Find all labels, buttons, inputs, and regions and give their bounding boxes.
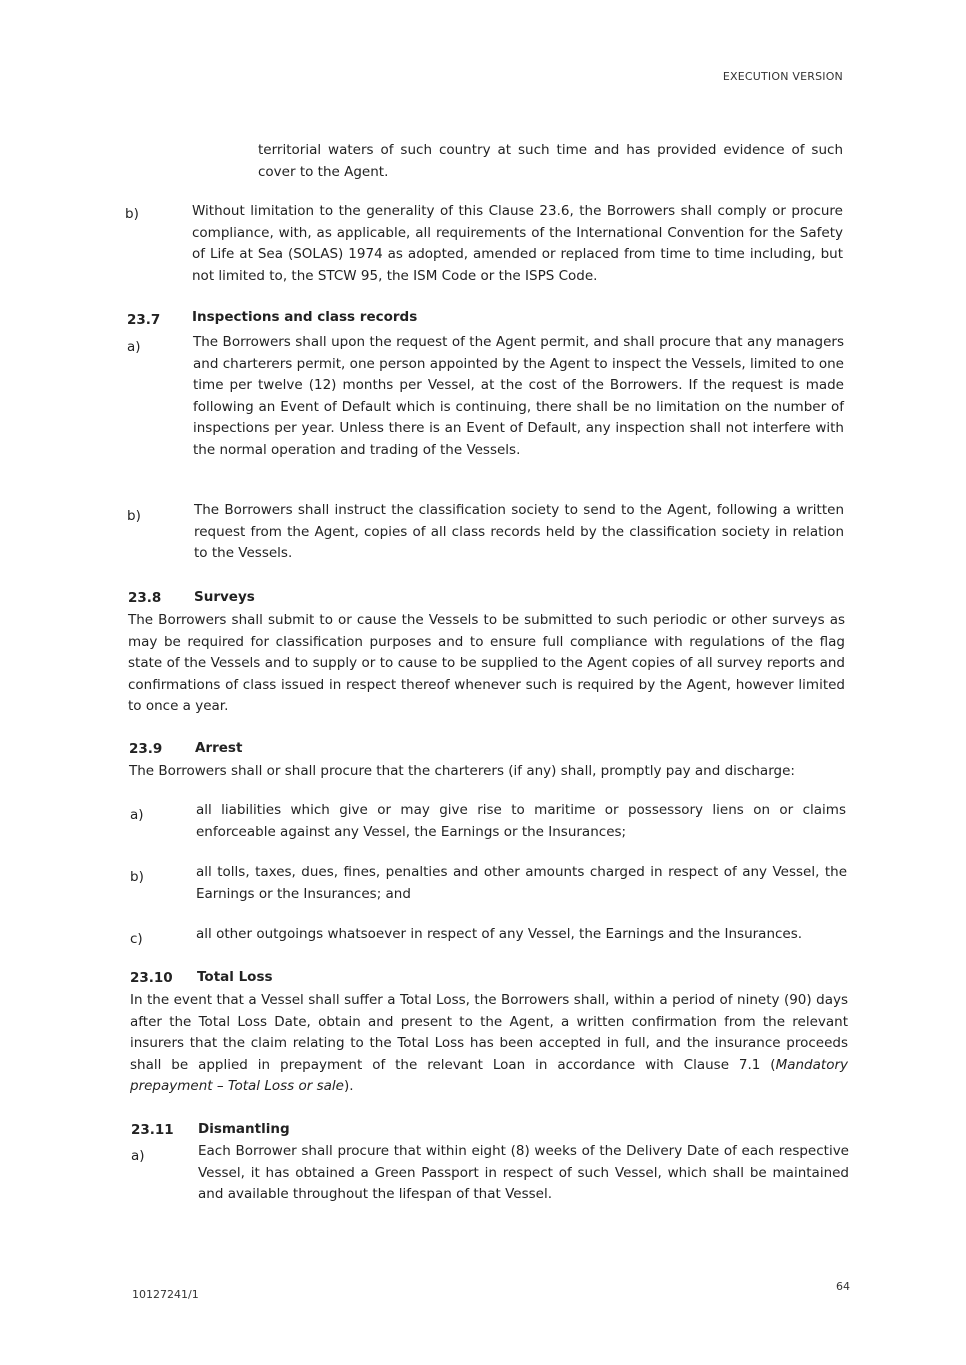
clause-23-11-a-text: Each Borrower shall procure that within eight (8) weeks of the Delivery Date of each respective Vessel, it has obtained a Green Passport in respect of such Vessel, which shall be maintained and available throughout the lifespan of that Vessel. bbox=[198, 1143, 849, 1203]
clause-23-9-b-text: all tolls, taxes, dues, fines, penalties and other amounts charged in respect of any Vessel, the Earnings or the Insurances; and bbox=[196, 864, 847, 902]
clause-23-10-number: 23.10 bbox=[130, 970, 173, 986]
page-number: 64 bbox=[836, 1280, 850, 1293]
clause-23-6-b-marker: b) bbox=[125, 206, 139, 222]
clause-23-9-c-text: all other outgoings whatsoever in respect of any Vessel, the Earnings and the Insurances. bbox=[196, 926, 803, 942]
clause-23-9-number: 23.9 bbox=[129, 741, 163, 757]
clause-23-7-title: Inspections and class records bbox=[192, 309, 418, 325]
clause-23-8-text: The Borrowers shall submit to or cause the Vessels to be submitted to such periodic or other surveys as may be required for classification purposes and to ensure full compliance with regulations of the flag state of the Vessels and to supply or to cause to be supplied to the Agent copies of all survey reports and confirmations of class issued in respect thereof whenever such is required by the Agent, however limited to once a year. bbox=[128, 612, 845, 715]
clause-23-9-title: Arrest bbox=[195, 740, 243, 756]
clause-23-9-a-text: all liabilities which give or may give rise to maritime or possessory liens on or claims enforceable against any Vessel, the Earnings or the Insurances; bbox=[196, 802, 846, 840]
clause-23-7-b-marker: b) bbox=[127, 508, 141, 524]
clause-23-10-text bbox=[130, 990, 848, 1098]
clause-23-7-a-text: The Borrowers shall upon the request of the Agent permit, and shall procure that any managers and charterers permit, one person appointed by the Agent to inspect the Vessels, limited to one time per twelve (12) months per Vessel, at the cost of the Borrowers. If the request is made following an Event of Default which is continuing, there shall be no limitation on the number of inspections per year. Unless there is an Event of Default, any inspection shall not interfere with the normal operation and trading of the Vessels. bbox=[193, 334, 844, 458]
continued-paragraph: territorial waters of such country at such time and has provided evidence of such cover to the Agent. bbox=[258, 142, 843, 180]
clause-23-6-b-text: Without limitation to the generality of this Clause 23.6, the Borrowers shall comply or procure compliance, with, as applicable, all requirements of the International Convention for the Safety of Life at Sea (SOLAS) 1974 as adopted, amended or replaced from time to time including, but not limited to, the STCW 95, the ISM Code or the ISPS Code. bbox=[192, 203, 843, 284]
execution-version-label: EXECUTION VERSION bbox=[722, 70, 843, 83]
clause-23-9-a-marker: a) bbox=[130, 807, 144, 823]
clause-23-9-intro: The Borrowers shall or shall procure that the charterers (if any) shall, promptly pay and discharge: bbox=[129, 763, 795, 779]
clause-23-9-b-marker: b) bbox=[130, 869, 144, 885]
clause-23-10-text-before: In the event that a Vessel shall suffer a Total Loss, the Borrowers shall, within a period of ninety (90) days after the Total Loss Date, obtain and present to the Agent, a written confirmation from the relevant insurers that the claim relating to the Total Loss has been accepted in full, and the insurance proceeds shall be applied in prepayment of the relevant Loan in accordance with Clause 7.1 ( bbox=[130, 992, 848, 1073]
clause-23-11-number: 23.11 bbox=[131, 1122, 174, 1138]
clause-23-7-number: 23.7 bbox=[127, 312, 161, 328]
clause-23-8-title: Surveys bbox=[194, 589, 255, 605]
clause-23-8-number: 23.8 bbox=[128, 590, 162, 606]
clause-23-10-text-after: ). bbox=[343, 1078, 354, 1095]
clause-23-10-text-italic: Mandatory prepayment – Total Loss or sale bbox=[130, 1056, 848, 1095]
clause-23-7-a-marker: a) bbox=[127, 339, 141, 355]
document-reference: 10127241/1 bbox=[132, 1288, 199, 1301]
clause-23-11-title: Dismantling bbox=[198, 1121, 290, 1137]
clause-23-9-c-marker: c) bbox=[130, 931, 143, 947]
clause-23-7-b-text: The Borrowers shall instruct the classification society to send to the Agent, following a written request from the Agent, copies of all class records held by the classification society in relation to the Vessels. bbox=[194, 502, 844, 562]
clause-23-10-title: Total Loss bbox=[197, 969, 273, 985]
clause-23-11-a-marker: a) bbox=[131, 1148, 145, 1164]
